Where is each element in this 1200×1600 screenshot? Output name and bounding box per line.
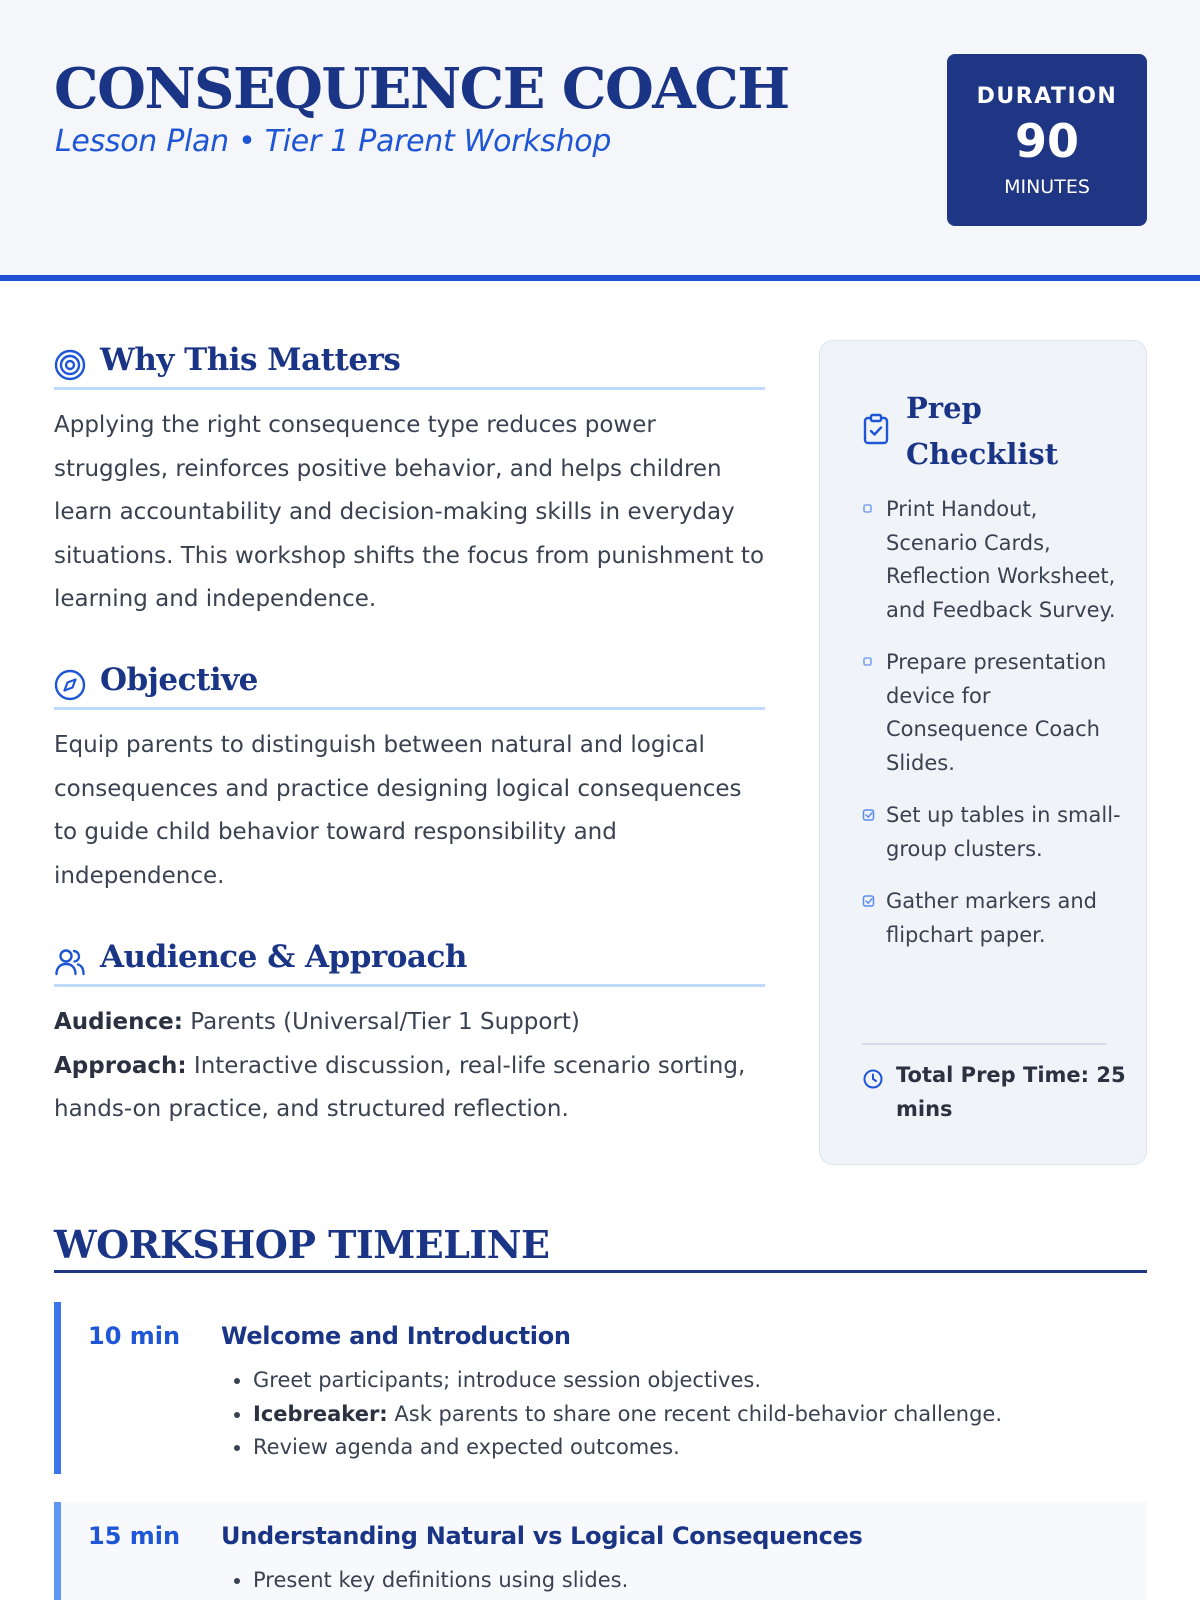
step-title: Welcome and Introduction <box>221 1322 571 1350</box>
duration-unit: MINUTES <box>1004 176 1090 198</box>
list-item-text: Set up tables in small-group clusters. <box>886 803 1121 861</box>
step-accent-bar <box>54 1302 61 1474</box>
item-label: Icebreaker: <box>253 1401 388 1426</box>
step-duration: 10 min <box>88 1322 181 1350</box>
approach-text: Interactive discussion, real-life scenario sorting, hands-on practice, and structured reflection. <box>54 1052 746 1122</box>
clock-icon <box>862 1068 884 1090</box>
list-item <box>253 1398 1002 1432</box>
timeline-divider <box>54 1270 1147 1273</box>
page-header <box>0 0 1200 281</box>
section-objective <box>54 660 765 898</box>
timeline-step <box>54 1502 1147 1600</box>
checkbox-icon <box>862 808 876 822</box>
duration-badge <box>947 54 1147 226</box>
checkbox-icon <box>862 894 876 908</box>
step-duration: 15 min <box>88 1522 181 1550</box>
timeline-title: WORKSHOP TIMELINE <box>54 1222 550 1267</box>
list-item <box>862 493 1122 627</box>
list-item <box>253 1564 628 1598</box>
duration-value: 90 <box>1014 114 1079 168</box>
item-text: Ask parents to share one recent child-behavior challenge. <box>387 1401 1002 1426</box>
list-item-text: Print Handout, Scenario Cards, Reflection Worksheet, and Feedback Survey. <box>886 497 1116 622</box>
target-icon <box>54 349 86 381</box>
section-body: Equip parents to distinguish between natural and logical consequences and practice designing logical consequences to guide child behavior toward responsibility and independence. <box>54 732 742 889</box>
timeline-step <box>54 1302 1147 1474</box>
section-title: Objective <box>100 662 258 698</box>
prep-checklist-card <box>819 340 1147 1165</box>
users-icon <box>54 946 86 978</box>
section-body: Applying the right consequence type reduces power struggles, reinforces positive behavior, and helps children learn accountability and decision-making skills in everyday situations. This workshop shifts the focus from punishment to learning and independence. <box>54 412 765 612</box>
square-bullet-icon <box>862 655 874 669</box>
list-item <box>253 1364 1002 1398</box>
clipboard-check-icon <box>862 413 890 445</box>
section-header <box>54 937 765 987</box>
section-why <box>54 340 765 622</box>
duration-label: DURATION <box>976 84 1118 109</box>
step-accent-bar <box>54 1502 61 1600</box>
page-title: CONSEQUENCE COACH <box>54 56 789 122</box>
section-audience <box>54 937 765 1132</box>
list-item <box>862 885 1122 952</box>
section-header <box>54 660 765 710</box>
square-bullet-icon <box>862 502 874 516</box>
item-text: Present key definitions using slides. <box>253 1568 629 1592</box>
prep-list <box>862 493 1122 971</box>
audience-label: Audience: <box>54 1009 183 1035</box>
page-subtitle: Lesson Plan • Tier 1 Parent Workshop <box>55 124 612 159</box>
list-item <box>253 1431 1002 1465</box>
item-text: Greet participants; introduce session objectives. <box>253 1368 762 1392</box>
approach-line <box>54 1045 765 1132</box>
prep-total-text: Total Prep Time: 25 mins <box>896 1063 1126 1121</box>
list-item <box>862 799 1122 866</box>
section-header <box>54 340 765 390</box>
item-text: Review agenda and expected outcomes. <box>253 1435 680 1459</box>
list-item-text: Gather markers and flipchart paper. <box>886 889 1097 947</box>
section-title: Why This Matters <box>100 342 401 378</box>
section-title: Audience & Approach <box>100 939 467 975</box>
step-title: Understanding Natural vs Logical Consequences <box>221 1522 863 1550</box>
card-title: Prep Checklist <box>906 391 1059 471</box>
compass-icon <box>54 669 86 701</box>
step-list <box>253 1564 628 1598</box>
list-item <box>862 646 1122 780</box>
approach-label: Approach: <box>54 1052 187 1079</box>
audience-line <box>54 1001 765 1045</box>
card-divider <box>862 1043 1107 1045</box>
step-list <box>253 1364 1002 1465</box>
audience-text: Parents (Universal/Tier 1 Support) <box>182 1009 580 1035</box>
list-item-text: Prepare presentation device for Consequence Coach Slides. <box>886 650 1107 775</box>
